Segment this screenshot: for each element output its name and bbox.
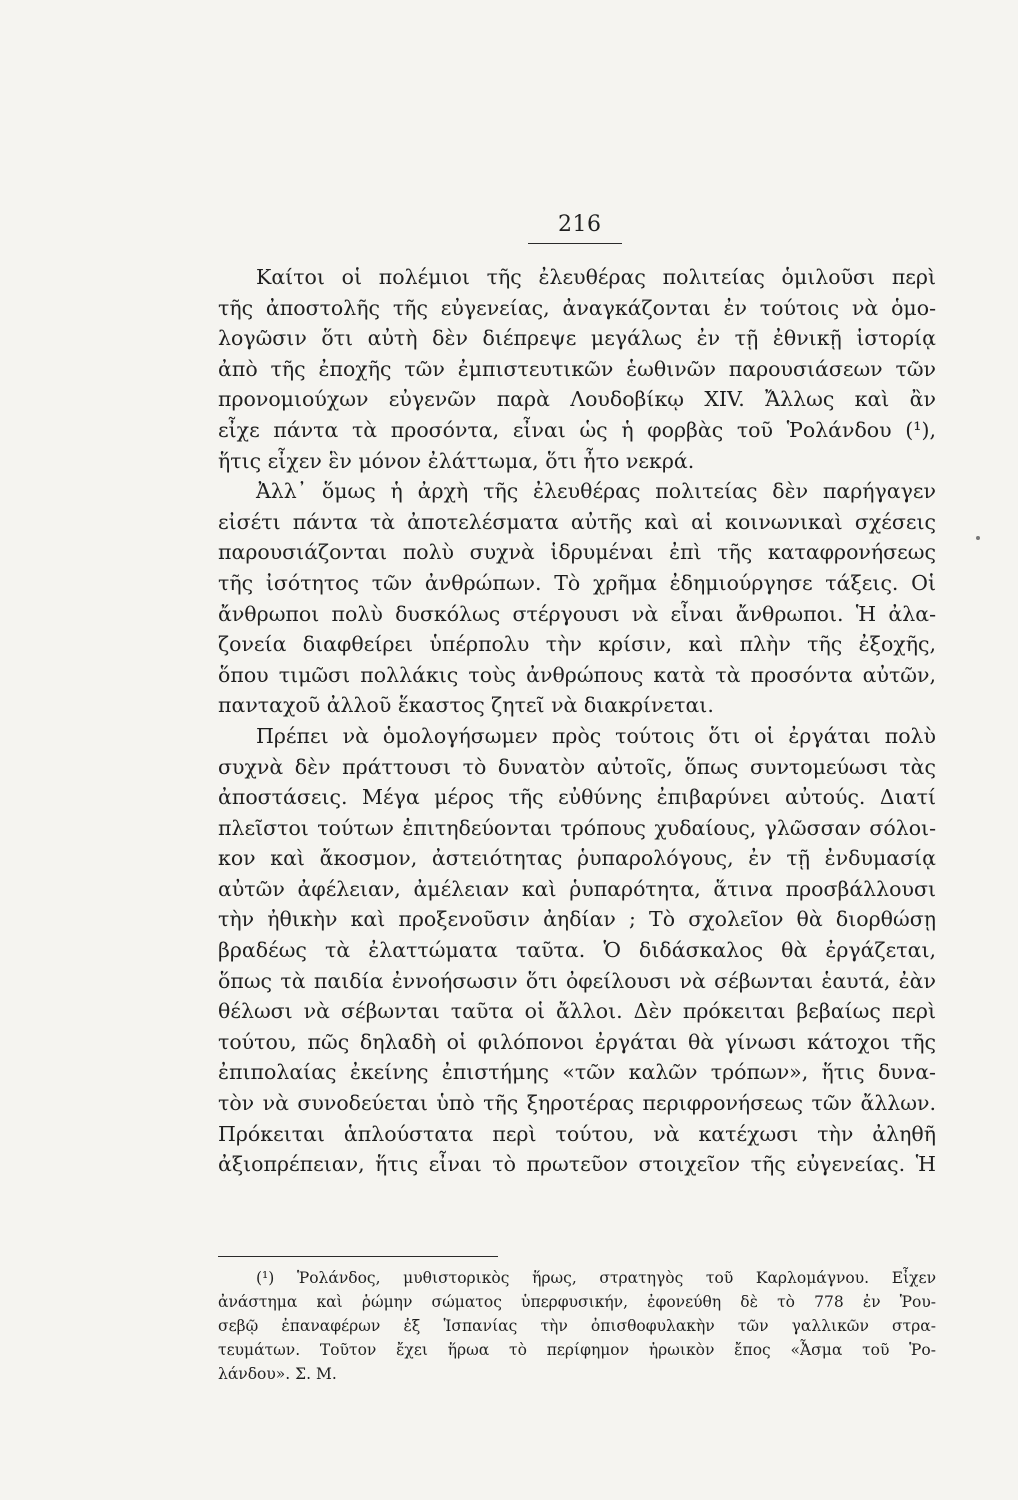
text-line: εἰσέτι πάντα τὰ ἀποτελέσματα αὐτῆς καὶ αἱ κοινωνικαὶ σχέσεις <box>218 509 936 534</box>
text-line: αὐτῶν ἀφέλειαν, ἀμέλειαν καὶ ῥυπαρότητα, ἅτινα προσβάλλουσι <box>218 876 936 901</box>
footnote-line: τευμάτων. Τοῦτον ἔχει ἥρωα τὸ περίφημον ἡρωικὸν ἔπος «Ἆσμα τοῦ Ῥο- <box>218 1341 936 1359</box>
text-line: προνομιούχων εὐγενῶν παρὰ Λουδοβίκῳ XIV. Ἄλλως καὶ ἂν <box>218 387 936 412</box>
text-line: λογῶσιν ὅτι αὐτὴ δὲν διέπρεψε μεγάλως ἐν τῇ ἐθνικῇ ἱστορίᾳ <box>218 326 936 351</box>
text-line: θέλωσι νὰ σέβωνται ταῦτα οἱ ἄλλοι. Δὲν πρόκειται βεβαίως περὶ <box>218 999 936 1024</box>
text-line: ἀποστάσεις. Μέγα μέρος τῆς εὐθύνης ἐπιβαρύνει αὐτούς. Διατί <box>218 785 936 810</box>
text-line: ἄνθρωποι πολὺ δυσκόλως στέργουσι νὰ εἶναι ἄνθρωποι. Ἡ ἀλα- <box>218 601 936 626</box>
text-line: τούτου, πῶς δηλαδὴ οἱ φιλόπονοι ἐργάται θὰ γίνωσι κάτοχοι τῆς <box>218 1029 936 1054</box>
text-line: ζονεία διαφθείρει ὑπέρπολυ τὴν κρίσιν, καὶ πλὴν τῆς ἐξοχῆς, <box>218 632 936 657</box>
text-line: ὅπου τιμῶσι πολλάκις τοὺς ἀνθρώπους κατὰ τὰ προσόντα αὐτῶν, <box>218 662 936 687</box>
text-line: τῆς ἀποστολῆς τῆς εὐγενείας, ἀναγκάζονται ἐν τούτοις νὰ ὁμο- <box>218 295 936 320</box>
footnote-line: λάνδου». Σ. Μ. <box>218 1365 337 1383</box>
text-line: Πρόκειται ἁπλούστατα περὶ τούτου, νὰ κατέχωσι τὴν ἀληθῆ <box>218 1121 936 1146</box>
footnote-line: (¹) Ῥολάνδος, μυθιστορικὸς ἥρως, στρατηγὸς τοῦ Καρλομάγνου. Εἶχεν <box>256 1269 936 1287</box>
text-line: πανταχοῦ ἀλλοῦ ἕκαστος ζητεῖ νὰ διακρίνεται. <box>218 693 714 718</box>
page-number: 216 <box>558 212 602 237</box>
text-line: εἶχε πάντα τὰ προσόντα, εἶναι ὡς ἡ φορβὰς τοῦ Ῥολάνδου (¹), <box>218 417 936 442</box>
text-line: τὴν ἠθικὴν καὶ προξενοῦσιν ἀηδίαν ; Τὸ σχολεῖον θὰ διορθώσῃ <box>218 907 936 932</box>
text-line: βραδέως τὰ ἐλαττώματα ταῦτα. Ὁ διδάσκαλος θὰ ἐργάζεται, <box>218 938 936 963</box>
text-line: πλεῖστοι τούτων ἐπιτηδεύονται τρόπους χυδαίους, γλῶσσαν σόλοι- <box>218 815 936 840</box>
footnote-line: σεβῷ ἐπαναφέρων ἐξ Ἱσπανίας τὴν ὀπισθοφυλακὴν τῶν γαλλικῶν στρα- <box>218 1317 936 1335</box>
text-line: Καίτοι οἱ πολέμιοι τῆς ἐλευθέρας πολιτείας ὁμιλοῦσι περὶ <box>256 265 936 289</box>
text-line: ἀπὸ τῆς ἐποχῆς τῶν ἐμπιστευτικῶν ἑωθινῶν παρουσιάσεων τῶν <box>218 356 936 381</box>
page-number-rule <box>528 243 622 244</box>
text-line: ἥτις εἶχεν ἓν μόνον ἐλάττωμα, ὅτι ἦτο νεκρά. <box>218 448 695 473</box>
text-line: τῆς ἰσότητος τῶν ἀνθρώπων. Τὸ χρῆμα ἐδημιούργησε τάξεις. Οἱ <box>218 570 936 595</box>
footnote <box>218 1266 936 1386</box>
text-line: ἀξιοπρέπειαν, ἥτις εἶναι τὸ πρωτεῦον στοιχεῖον τῆς εὐγενείας. Ἡ <box>218 1152 936 1177</box>
text-line: συχνὰ δὲν πράττουσι τὸ δυνατὸν αὐτοῖς, ὅπως συντομεύωσι τὰς <box>218 754 936 779</box>
text-line: κον καὶ ἄκοσμον, ἀστειότητας ῥυπαρολόγους, ἐν τῇ ἐνδυμασίᾳ <box>218 846 936 871</box>
text-line: τὸν νὰ συνοδεύεται ὑπὸ τῆς ξηροτέρας περιφρονήσεως τῶν ἄλλων. <box>218 1091 936 1116</box>
text-line: Ἀλλ᾽ ὅμως ἡ ἀρχὴ τῆς ἐλευθέρας πολιτείας δὲν παρήγαγεν <box>256 479 936 504</box>
footnote-line: ἀνάστημα καὶ ῥώμην σώματος ὑπερφυσικήν, ἐφονεύθη δὲ τὸ 778 ἐν Ῥου- <box>218 1293 936 1311</box>
footnote-rule <box>218 1256 498 1257</box>
main-text <box>218 262 936 1180</box>
text-line: παρουσιάζονται πολὺ συχνὰ ἱδρυμέναι ἐπὶ τῆς καταφρονήσεως <box>218 540 936 565</box>
text-line: Πρέπει νὰ ὁμολογήσωμεν πρὸς τούτοις ὅτι οἱ ἐργάται πολὺ <box>256 723 936 748</box>
text-line: ἐπιπολαίας ἐκείνης ἐπιστήμης «τῶν καλῶν τρόπων», ἥτις δυνα- <box>218 1060 936 1085</box>
paper-speck <box>976 536 980 540</box>
text-line: ὅπως τὰ παιδία ἐννοήσωσιν ὅτι ὀφείλουσι νὰ σέβωνται ἑαυτά, ἐὰν <box>218 968 936 993</box>
